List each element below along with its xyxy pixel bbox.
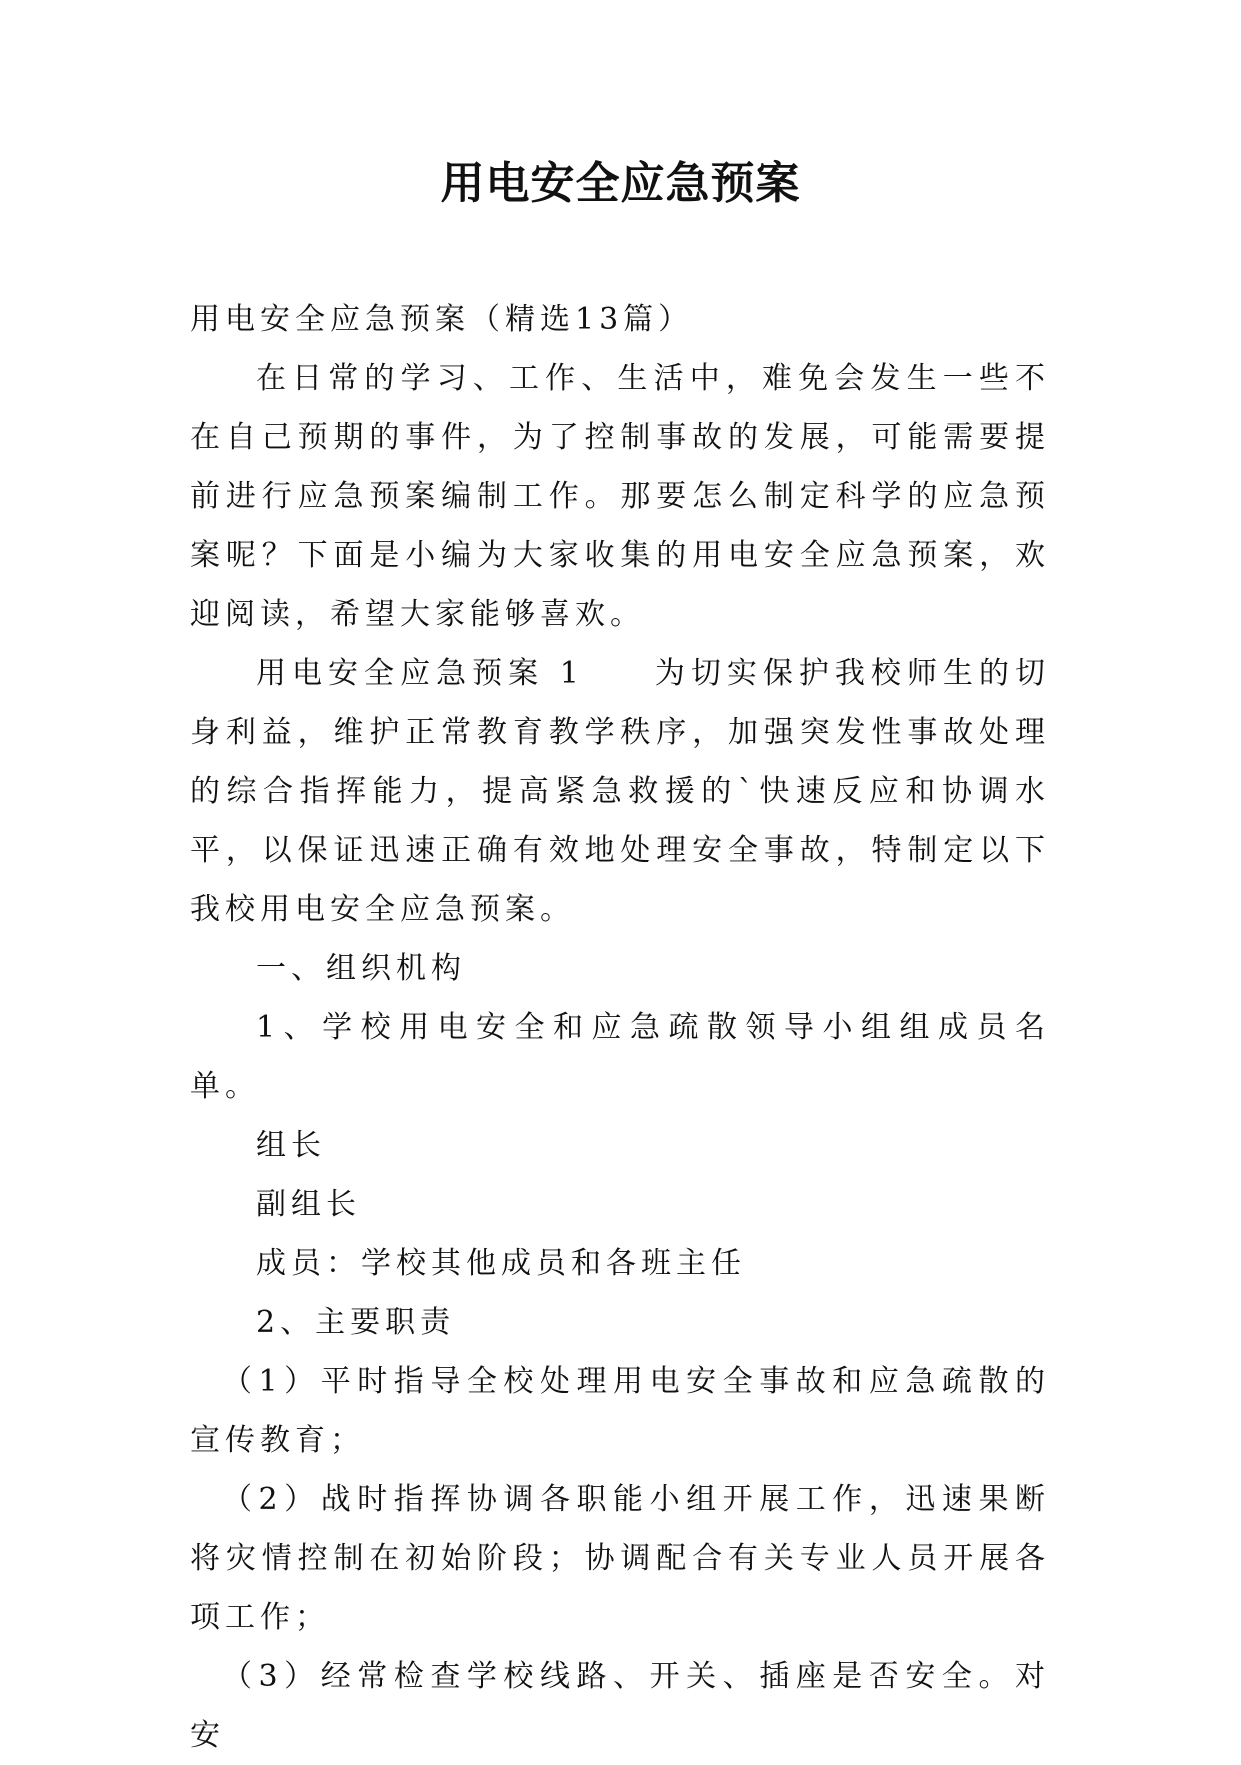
- duty-2: （2）战时指挥协调各职能小组开展工作，迅速果断将灾情控制在初始阶段；协调配合有关专业人员开展各项工作；: [190, 1482, 1050, 1635]
- section-1-paragraph: [190, 644, 1050, 939]
- duties-heading: 2、主要职责: [256, 1305, 456, 1340]
- section-1-body: 为切实保护我校师生的切身利益，维护正常教育教学秩序，加强突发性事故处理的综合指挥能力，提高紧急救援的`快速反应和协调水平，以保证迅速正确有效地处理安全事故，特制定以下我校用电安全应急预案。: [190, 656, 1051, 927]
- duty-3: （3）经常检查学校线路、开关、插座是否安全。对安: [190, 1659, 1050, 1753]
- document-subtitle: 用电安全应急预案（精选13篇）: [190, 302, 694, 337]
- leader-line: 组长: [256, 1128, 326, 1163]
- members-line: 成员：学校其他成员和各班主任: [256, 1246, 746, 1281]
- document-body: [190, 290, 1050, 1765]
- section-1-heading: 用电安全应急预案 1: [256, 656, 584, 691]
- org-heading: 一、组织机构: [256, 951, 466, 986]
- intro-paragraph: 在日常的学习、工作、生活中，难免会发生一些不在自己预期的事件，为了控制事故的发展，可能需要提前进行应急预案编制工作。那要怎么制定科学的应急预案呢？下面是小编为大家收集的用电安全应急预案，欢迎阅读，希望大家能够喜欢。: [190, 361, 1050, 632]
- org-item-1: 1、学校用电安全和应急疏散领导小组组成员名单。: [190, 1010, 1050, 1104]
- duty-1: （1）平时指导全校处理用电安全事故和应急疏散的宣传教育；: [190, 1364, 1050, 1458]
- document-title: 用电安全应急预案: [440, 158, 801, 209]
- deputy-leader-line: 副组长: [256, 1187, 361, 1222]
